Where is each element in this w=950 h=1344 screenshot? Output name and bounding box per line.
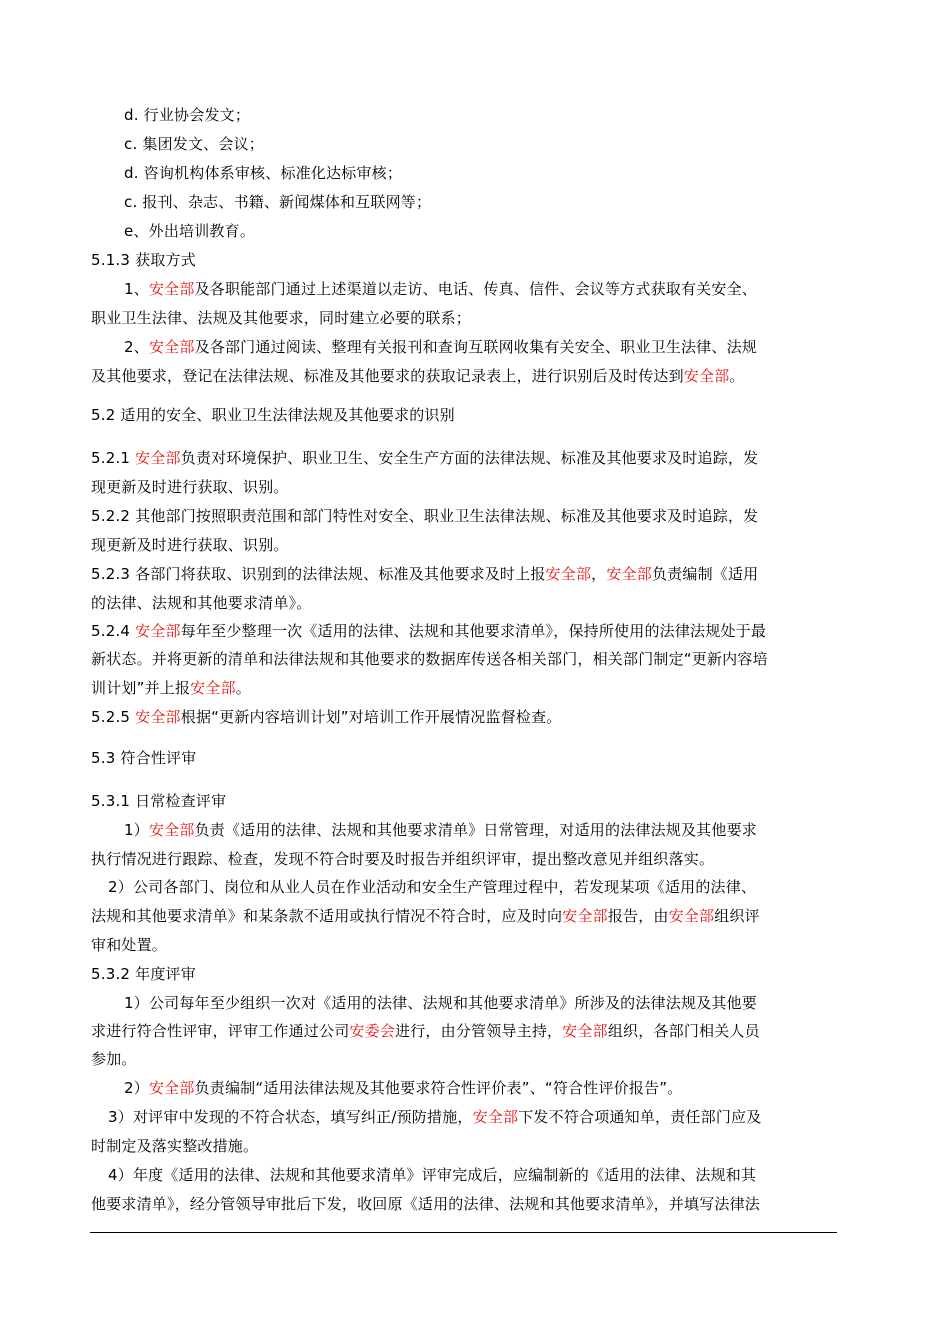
highlighted-department-text: 安全部 [135, 622, 181, 640]
highlighted-department-text: 安全部 [683, 367, 730, 385]
text-segment: 求进行符合性评审，评审工作通过公司 [91, 1022, 350, 1040]
highlighted-department-text: 安全部 [606, 565, 652, 583]
text-line [0, 134, 950, 154]
text-line [0, 1078, 950, 1098]
highlighted-department-text: 安全部 [190, 679, 236, 697]
highlighted-department-text: 安全部 [562, 907, 608, 925]
text-segment: 每年至少整理一次《适用的法律、法规和其他要求清单》，保持所使用的法律法规处于最 [180, 622, 767, 640]
text-segment: 执行情况进行跟踪、检查，发现不符合时要及时报告并组织评审，提出整改意见并组织落实。 [91, 850, 715, 868]
text-line [0, 405, 950, 425]
text-line [0, 820, 950, 840]
text-segment: 4）年度《适用的法律、法规和其他要求清单》评审完成后，应编制新的《适用的法律、法规和其 [108, 1166, 757, 1184]
text-segment: 2、 [124, 338, 149, 356]
text-segment: 现更新及时进行获取、识别。 [91, 478, 289, 496]
text-line [0, 308, 950, 328]
text-segment: 组织评 [714, 907, 760, 925]
text-segment: c. 报刊、杂志、书籍、新闻煤体和互联网等； [124, 193, 432, 211]
text-line [0, 250, 950, 270]
highlighted-department-text: 安全部 [472, 1108, 519, 1126]
text-segment: 负责编制《适用 [651, 565, 759, 583]
text-segment: 新状态。并将更新的清单和法律法规和其他要求的数据库传送各相关部门，相关部门制定“更新内容培 [91, 650, 768, 668]
highlighted-department-text: 安全部 [135, 708, 181, 726]
text-segment: e、外出培训教育。 [124, 222, 256, 240]
footer-rule [90, 1232, 837, 1233]
text-segment: 的法律、法规和其他要求清单》。 [91, 594, 312, 612]
highlighted-department-text: 安全部 [545, 565, 592, 583]
text-segment: 1、 [124, 280, 149, 298]
text-line [0, 337, 950, 357]
text-line [0, 906, 950, 926]
text-segment: 报告，由 [607, 907, 669, 925]
text-segment: 及各部门通过阅读、整理有关报刊和查询互联网收集有关安全、职业卫生法律、法规 [194, 338, 757, 356]
text-segment: d. 行业协会发文； [124, 106, 251, 124]
text-segment: 。 [235, 679, 251, 697]
text-segment: 3）对评审中发现的不符合状态，填写纠正/预防措施， [108, 1108, 473, 1126]
text-line [0, 1165, 950, 1185]
text-segment: 及各职能部门通过上述渠道以走访、电话、传真、信件、会议等方式获取有关安全、 [194, 280, 757, 298]
text-segment: 根据“更新内容培训计划”对培训工作开展情况监督检查。 [180, 708, 562, 726]
text-line [0, 506, 950, 526]
text-segment: 5.2.1 [91, 449, 136, 467]
text-segment: 1）公司每年至少组织一次对《适用的法律、法规和其他要求清单》所涉及的法律法规及其他要 [124, 994, 757, 1012]
text-line [0, 1021, 950, 1041]
text-segment: 5.3.2 年度评审 [91, 965, 196, 983]
text-segment: 5.3.1 日常检查评审 [91, 792, 227, 810]
text-line [0, 791, 950, 811]
text-line [0, 849, 950, 869]
text-line [0, 1107, 950, 1127]
highlighted-department-text: 安全部 [148, 821, 195, 839]
highlighted-department-text: 安全部 [135, 449, 181, 467]
text-segment: 进行，由分管领导主持， [395, 1022, 563, 1040]
text-line [0, 707, 950, 727]
text-line [0, 935, 950, 955]
highlighted-department-text: 安全部 [148, 1079, 195, 1097]
text-segment: 2）公司各部门、岗位和从业人员在作业活动和安全生产管理过程中，若发现某项《适用的法律、 [108, 878, 757, 896]
text-segment: 及其他要求，登记在法律法规、标准及其他要求的获取记录表上，进行识别后及时传达到 [91, 367, 684, 385]
text-line [0, 535, 950, 555]
highlighted-department-text: 安委会 [349, 1022, 396, 1040]
text-segment: 负责《适用的法律、法规和其他要求清单》日常管理，对适用的法律法规及其他要求 [194, 821, 757, 839]
text-segment: 负责编制“适用法律法规及其他要求符合性评价表”、“符合性评价报告”。 [194, 1079, 683, 1097]
text-segment: 5.1.3 获取方式 [91, 251, 196, 269]
highlighted-department-text: 安全部 [668, 907, 715, 925]
text-segment: 5.2.5 [91, 708, 136, 726]
text-line [0, 105, 950, 125]
text-segment: 组织，各部门相关人员 [607, 1022, 760, 1040]
text-segment: c. 集团发文、会议； [124, 135, 264, 153]
text-segment: d. 咨询机构体系审核、标准化达标审核； [124, 164, 403, 182]
text-line [0, 1049, 950, 1069]
text-segment: ， [591, 565, 607, 583]
text-line [0, 649, 950, 669]
text-segment: 5.2.4 [91, 622, 136, 640]
text-line [0, 279, 950, 299]
text-segment: 。 [729, 367, 745, 385]
text-segment: 5.2.2 其他部门按照职责范围和部门特性对安全、职业卫生法律法规、标准及其他要求及时追踪，发 [91, 507, 759, 525]
text-segment: 训计划”并上报 [91, 679, 191, 697]
text-segment: 他要求清单》，经分管领导审批后下发，收回原《适用的法律、法规和其他要求清单》，并填写法律法 [91, 1195, 761, 1213]
text-segment: 5.2 适用的安全、职业卫生法律法规及其他要求的识别 [91, 406, 455, 424]
text-line [0, 678, 950, 698]
highlighted-department-text: 安全部 [562, 1022, 608, 1040]
text-segment: 1） [124, 821, 149, 839]
text-segment: 现更新及时进行获取、识别。 [91, 536, 289, 554]
text-line [0, 877, 950, 897]
text-line [0, 964, 950, 984]
text-segment: 时制定及落实整改措施。 [91, 1137, 259, 1155]
text-segment: 5.2.3 各部门将获取、识别到的法律法规、标准及其他要求及时上报 [91, 565, 546, 583]
text-line [0, 448, 950, 468]
text-line [0, 477, 950, 497]
text-line [0, 1136, 950, 1156]
text-line [0, 221, 950, 241]
highlighted-department-text: 安全部 [148, 338, 195, 356]
text-line [0, 366, 950, 386]
text-line [0, 593, 950, 613]
text-segment: 法规和其他要求清单》和某条款不适用或执行情况不符合时，应及时向 [91, 907, 563, 925]
text-segment: 下发不符合项通知单，责任部门应及 [518, 1108, 762, 1126]
text-segment: 职业卫生法律、法规及其他要求，同时建立必要的联系； [91, 309, 472, 327]
text-segment: 参加。 [91, 1050, 137, 1068]
text-segment: 审和处置。 [91, 936, 168, 954]
text-segment: 2） [124, 1079, 149, 1097]
text-segment: 5.3 符合性评审 [91, 749, 197, 767]
text-line [0, 163, 950, 183]
text-segment: 负责对环境保护、职业卫生、安全生产方面的法律法规、标准及其他要求及时追踪，发 [180, 449, 759, 467]
highlighted-department-text: 安全部 [148, 280, 195, 298]
text-line [0, 192, 950, 212]
text-line [0, 748, 950, 768]
text-line [0, 993, 950, 1013]
text-line [0, 564, 950, 584]
text-line [0, 1194, 950, 1214]
text-line [0, 621, 950, 641]
